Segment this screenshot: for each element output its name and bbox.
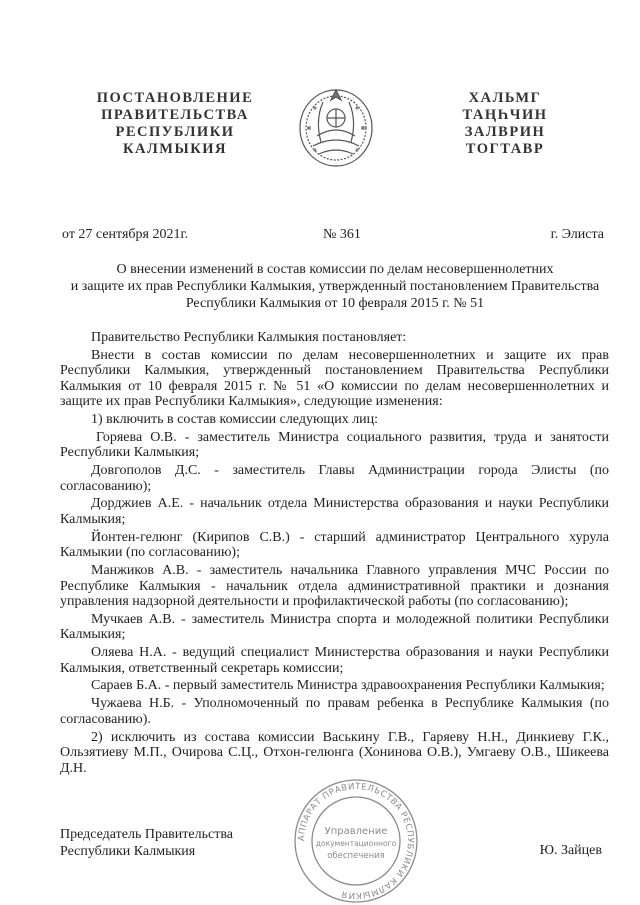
header-left-line: РЕСПУБЛИКИ — [115, 124, 235, 140]
title-line: О внесении изменений в состав комиссии по делам несовершеннолетних — [116, 262, 554, 277]
stamp-ring-text: АППАРАТ ПРАВИТЕЛЬСТВА РЕСПУБЛИКИ КАЛМЫКИЯ — [296, 781, 416, 901]
title-line: и защите их прав Республики Калмыкия, утвержденный постановлением Правительства — [70, 279, 600, 294]
paragraph-member: Чужаева Н.Б. - Уполномоченный по правам ребенка в Республике Калмыкия (по согласованию). — [60, 696, 609, 727]
official-stamp — [290, 778, 422, 904]
paragraph-member: Манжиков А.В. - заместитель начальника Главного управления МЧС России по Республике Калмыкия - начальник отдела административной практики и дознания управления надзорной деятельности и профилактической работы (по согласованию); — [60, 563, 609, 610]
paragraph-intro: Внести в состав комиссии по делам несовершеннолетних и защите их прав Республики Калмыкия, утвержденный постановлением Правительства Республики Калмыкия от 10 февраля 2015 г. № 51 «О комиссии по делам несовершеннолетних и защите их прав Республики Калмыкия», следующие изменения: — [60, 347, 609, 410]
document-date: от 27 сентября 2021г. — [62, 227, 189, 242]
document-city: г. Элиста — [550, 227, 604, 242]
title-line: Республики Калмыкия от 10 февраля 2015 г. № 51 — [185, 296, 485, 311]
header-right-line: ТАҢҺЧИН — [462, 107, 548, 123]
document-body — [60, 330, 609, 778]
paragraph-preamble: Правительство Республики Калмыкия постановляет: — [91, 330, 407, 345]
header-left-line: КАЛМЫКИЯ — [123, 141, 227, 157]
signatory-title-line: Председатель Правительства — [60, 827, 233, 842]
paragraph-member: Довгополов Д.С. - заместитель Главы Администрации города Элисты (по согласованию); — [60, 463, 609, 494]
header-right-line: ТОГТАВР — [465, 141, 545, 157]
paragraph-member: Оляева Н.А. - ведущий специалист Министерства образования и науки Республики Калмыкия, ответственный секретарь комиссии; — [60, 645, 609, 676]
paragraph-member: Горяева О.В. - заместитель Министра социального развития, труда и занятости Республики Калмыкия; — [60, 429, 609, 461]
stamp-center-line: Управление — [324, 826, 388, 837]
paragraph-member: Сараев Б.А. - первый заместитель Министра здравоохранения Республики Калмыкия; — [91, 678, 605, 694]
signatory-name: Ю. Зайцев — [539, 843, 602, 858]
stamp-center-line: документационного — [315, 839, 397, 848]
paragraph-item-1: 1) включить в состав комиссии следующих лиц: — [91, 412, 379, 428]
paragraph-member: Дорджиев А.Е. - начальник отдела Министерства образования и науки Республики Калмыкия; — [60, 496, 609, 527]
paragraph-member: Мучкаев А.В. - заместитель Министра спорта и молодежной политики Республики Калмыкия; — [60, 611, 609, 643]
paragraph-item-2: 2) исключить из состава комиссии Васькину Г.В., Гаряеву Н.Н., Динкиеву Г.К., Ользятиеву М.П., Очирова С.Ц., Отхон-гелюнга (Хонинова О.В.), Умгаеву О.В., Шикеева Д.Н. — [60, 729, 609, 776]
header-right-line: ХАЛЬМГ — [468, 90, 542, 106]
header-right-line: ЗАЛВРИН — [464, 124, 546, 140]
document-title — [60, 261, 610, 312]
signatory-title-line: Республики Калмыкия — [60, 844, 196, 859]
header-left-line: ПОСТАНОВЛЕНИЕ — [96, 90, 254, 106]
paragraph-member: Йонтен-гелюнг (Кирипов С.В.) - старший администратор Центрального хурула Калмыкии (по согласованию); — [60, 529, 609, 561]
header-right — [410, 90, 600, 158]
coat-of-arms-emblem — [295, 80, 377, 172]
header-left — [80, 90, 270, 158]
signatory-title — [60, 826, 233, 860]
header-left-line: ПРАВИТЕЛЬСТВА — [101, 107, 249, 123]
document-number: № 361 — [323, 227, 361, 242]
stamp-center-line: обеспечения — [327, 851, 385, 861]
